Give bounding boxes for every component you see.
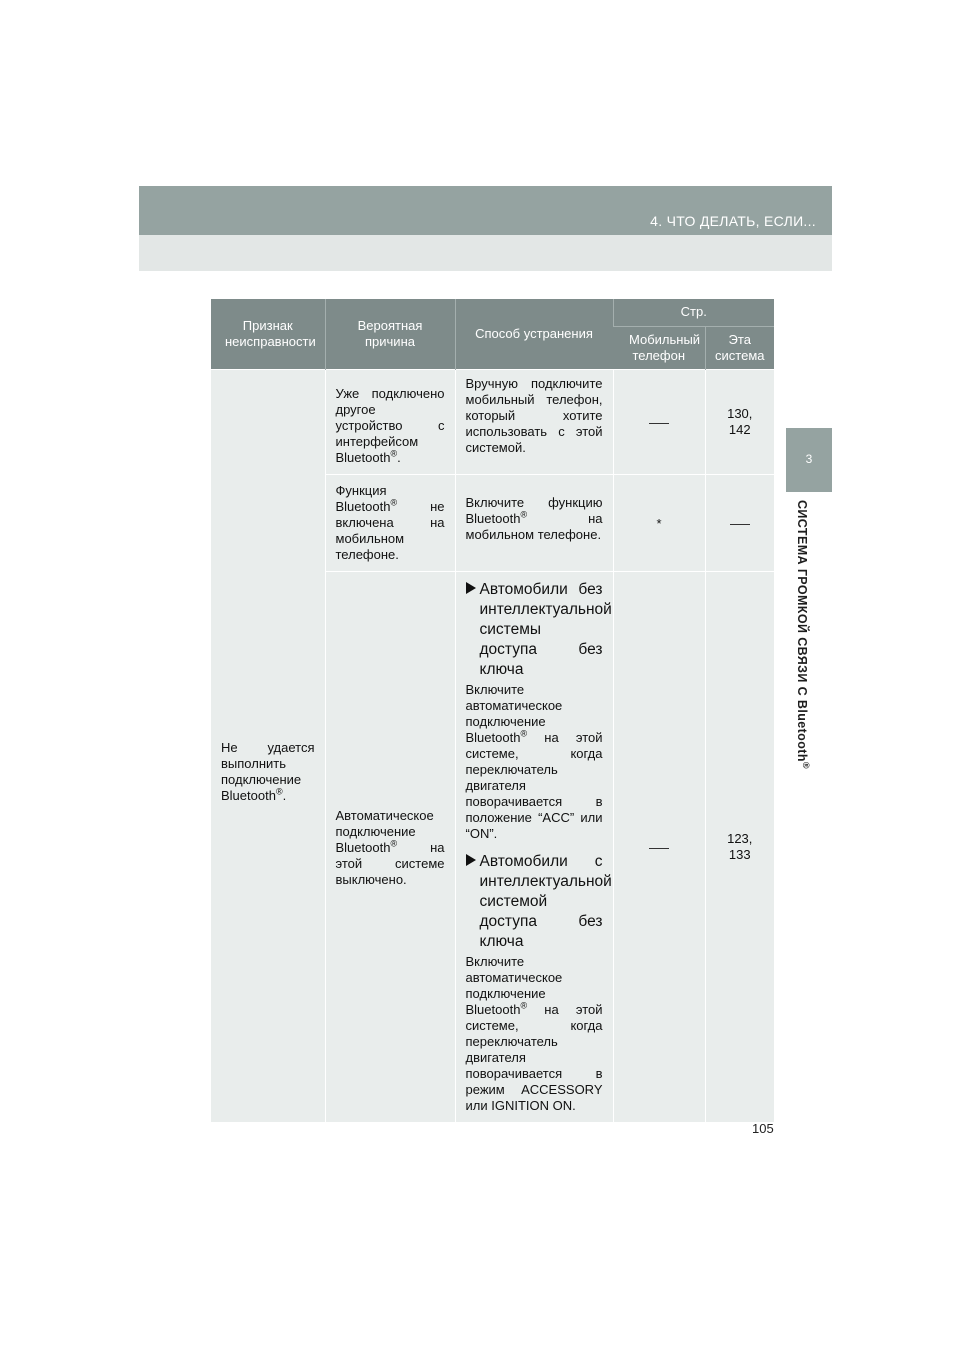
header-page: Стр. xyxy=(613,299,774,326)
remedy-description xyxy=(466,954,603,1114)
header-phone: Мобильный телефон xyxy=(613,326,705,369)
dash-line xyxy=(649,848,669,849)
chapter-tab xyxy=(786,428,832,492)
cause-text: Автоматическое подключение Bluetooth xyxy=(335,807,434,855)
cause-cell xyxy=(325,571,455,1122)
table-row xyxy=(211,369,774,474)
dash-line xyxy=(730,524,750,525)
registered-mark: ® xyxy=(520,728,528,739)
system-page-cell xyxy=(705,369,774,474)
phone-page-cell xyxy=(613,571,705,1122)
registered-mark: ® xyxy=(390,497,398,508)
header-symptom: Признак неисправности xyxy=(211,299,325,369)
cause-text-end: не включена на мобильном телефоне. xyxy=(335,498,445,562)
header-remedy: Способ устранения xyxy=(455,299,613,369)
registered-mark: ® xyxy=(390,838,398,849)
remedy-text-end: на этой системе, когда переключатель двигателя поворачивается в положение “ACC” или “ON”. xyxy=(465,729,603,841)
header-cause: Вероятная причина xyxy=(325,299,455,369)
chapter-title xyxy=(795,500,812,769)
cause-text: Функция Bluetooth xyxy=(335,482,391,514)
chapter-number: 3 xyxy=(805,452,813,466)
registered-mark: ® xyxy=(275,786,283,797)
section-title: 4. ЧТО ДЕЛАТЬ, ЕСЛИ... xyxy=(650,213,816,229)
system-page-cell xyxy=(705,474,774,571)
header-band xyxy=(139,186,832,235)
registered-mark: ® xyxy=(520,1000,528,1011)
remedy-text: Включите автоматическое подключение Bluetooth xyxy=(465,681,563,745)
remedy-description xyxy=(466,682,603,842)
remedy-cell xyxy=(455,571,613,1122)
registered-mark: ® xyxy=(801,761,812,769)
phone-page-value: * xyxy=(656,515,662,531)
remedy-text-end: на этой системе, когда переключатель двигателя поворачивается в режим ACCESSORY или IGNITION ON. xyxy=(465,1001,603,1113)
symptom-text-end: . xyxy=(282,787,287,803)
triangle-bullet-icon xyxy=(466,854,476,866)
subheading-smart-key xyxy=(466,852,612,952)
symptom-text: Не удается выполнить подключение Bluetooth xyxy=(221,739,315,803)
system-page-cell xyxy=(705,571,774,1122)
cause-text: Уже подключено другое устройство с интерфейсом Bluetooth xyxy=(335,385,445,465)
subheading-text: Автомобили с интеллектуальной системой доступа без ключа xyxy=(479,852,612,950)
subheading-text: Автомобили без интеллектуальной системы доступа без ключа xyxy=(479,580,612,678)
chapter-title-text: СИСТЕМА ГРОМКОЙ СВЯЗИ С Bluetooth xyxy=(795,500,809,762)
system-page-value: 130, 142 xyxy=(727,405,753,437)
troubleshooting-table xyxy=(211,299,774,1122)
remedy-text: Включите автоматическое подключение Bluetooth xyxy=(465,953,563,1017)
page-number: 105 xyxy=(752,1121,774,1136)
remedy-text-end: на мобильном телефоне. xyxy=(465,510,603,542)
triangle-bullet-icon xyxy=(466,582,476,594)
dash-line xyxy=(649,423,669,424)
phone-page-cell xyxy=(613,474,705,571)
symptom-cell xyxy=(211,369,325,1122)
cause-text-end: . xyxy=(397,449,401,465)
remedy-text: Включите функцию Bluetooth xyxy=(465,494,603,526)
cause-cell xyxy=(325,369,455,474)
registered-mark: ® xyxy=(390,448,398,459)
cause-text-end: на этой системе выключено. xyxy=(335,839,445,887)
subheading-no-smart-key xyxy=(466,580,612,680)
phone-page-cell xyxy=(613,369,705,474)
header-system: Эта система xyxy=(705,326,774,369)
system-page-value: 123, 133 xyxy=(727,830,753,862)
header-subband xyxy=(139,235,832,271)
remedy-cell: Вручную подключите мобильный телефон, который хотите использовать с этой системой. xyxy=(455,369,613,474)
registered-mark: ® xyxy=(520,509,528,520)
cause-cell xyxy=(325,474,455,571)
remedy-cell xyxy=(455,474,613,571)
